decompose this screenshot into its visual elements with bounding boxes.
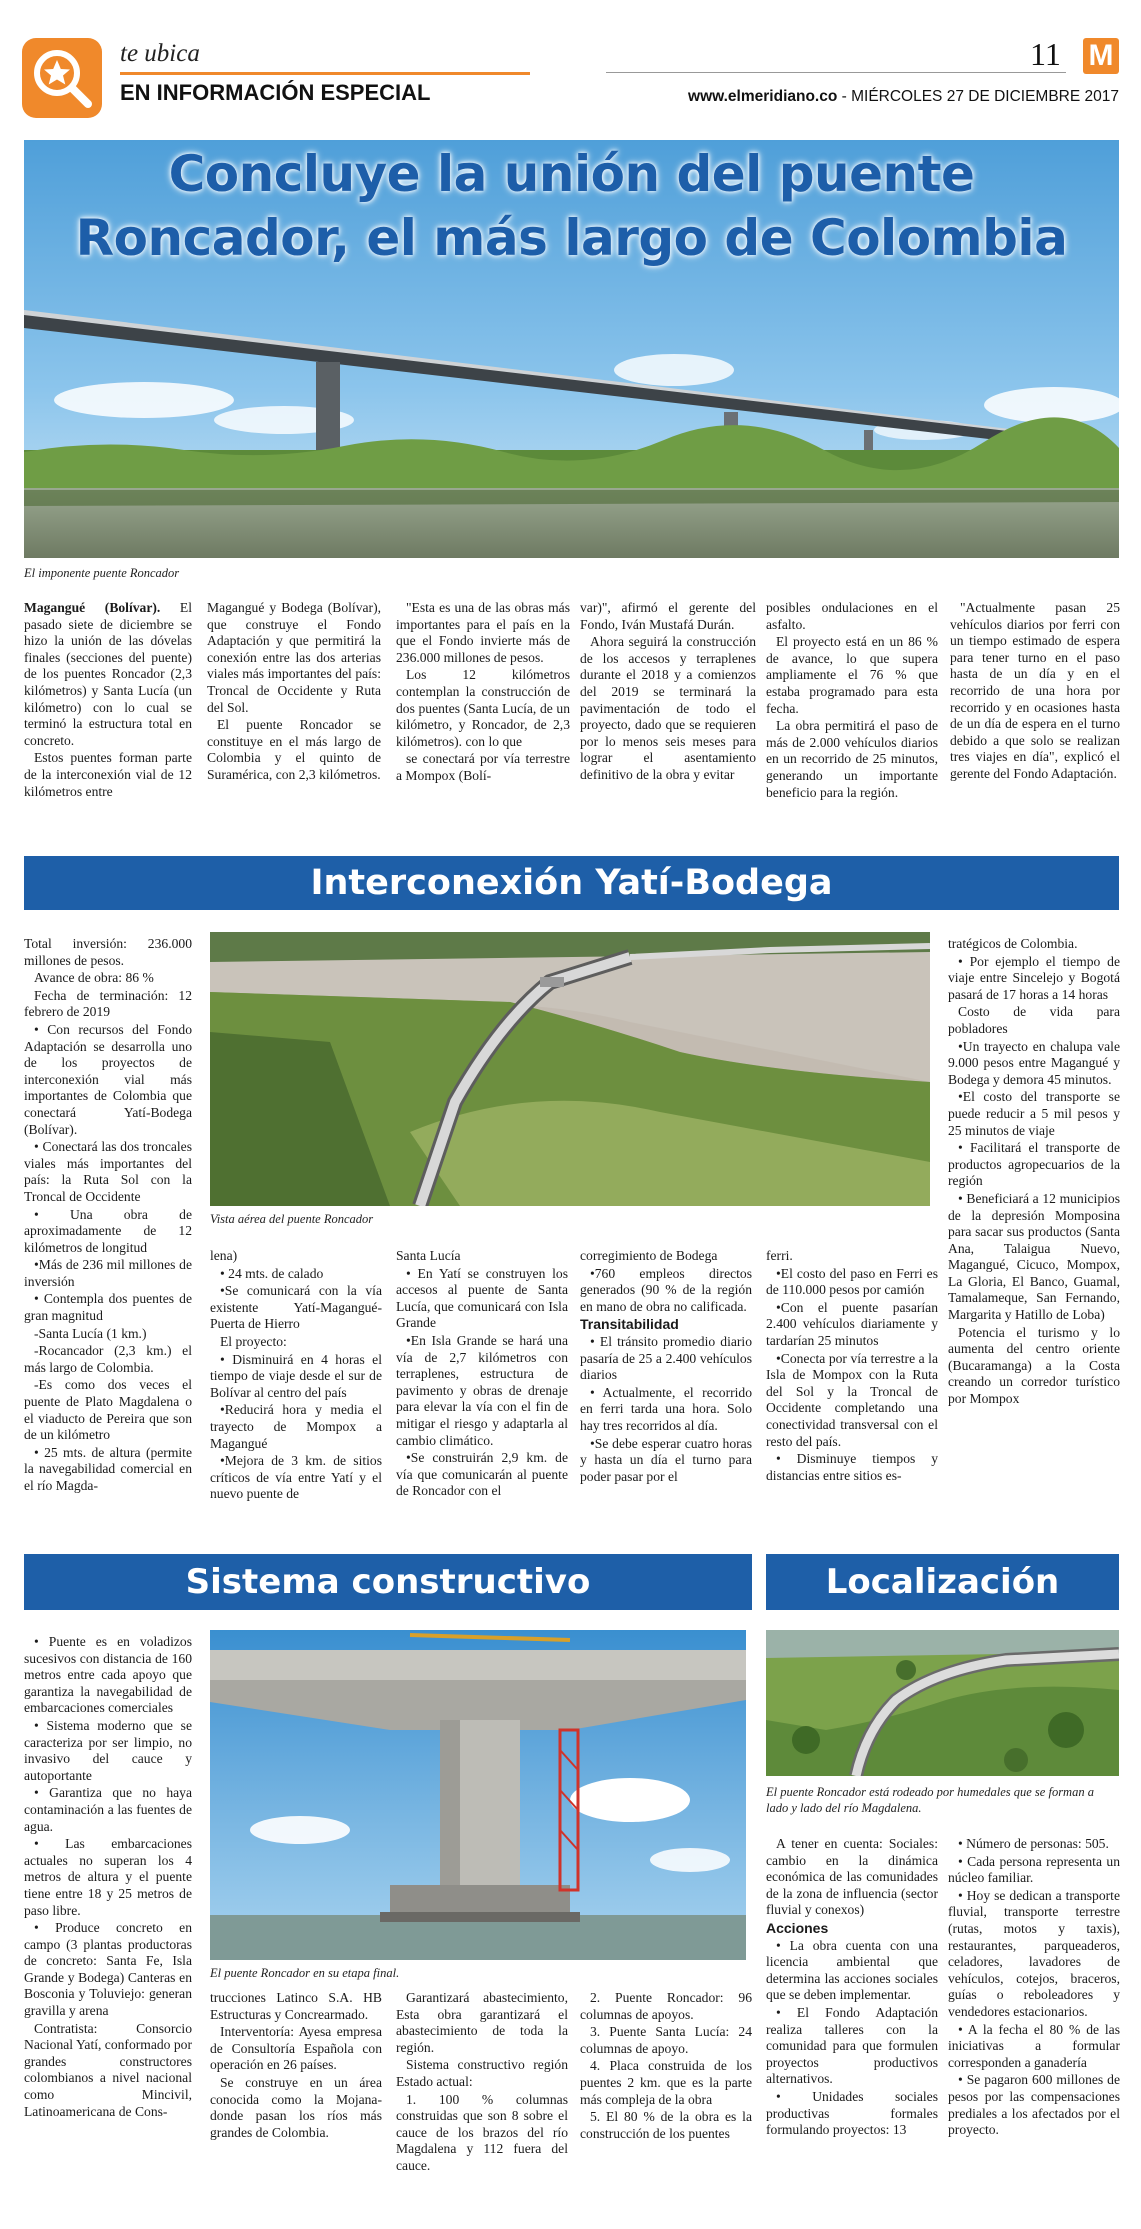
intro-col-2: Magangué y Bodega (Bolívar), que construye el Fondo Adaptación y que permitirá la conexión entre las dos arterias viales más importantes del país: Troncal de Occidente y Ruta del Sol. El puente Roncador se constituye en el más largo de Colombia y el quinto de Suramérica, con 2,3 kilómetros. (207, 600, 381, 782)
location-photo (766, 1630, 1119, 1776)
section1-left-col: Total inversión: 236.000 millones de pesos. Avance de obra: 86 % Fecha de terminación: 12 febrero de 2019 • Con recursos del Fondo Adaptación se desarrolla uno de los proyectos de interconexión vial más importantes de Colombia que conectará Yatí-Bodega (Bolívar). • Conectará las dos troncales viales más importantes del país: la Ruta Sol con la Troncal de Occidente • Una obra de aproximadamente de 12 kilómetros de longitud •Más de 236 mil millones de inversión • Contempla dos puentes de gran magnitud -Santa Lucía (1 km.) -Rocancador (2,3 km.) el más largo de Colombia. -Es como dos veces el puente de Plato Magdalena o el viaducto de Pereira que son de un kilómetro • 25 mts. de altura (permite la navegabilidad comercial en el río Magda- (24, 936, 192, 1493)
hero-caption: El imponente puente Roncador (24, 566, 180, 580)
section3-col-a: A tener en cuenta: Sociales: cambio en la dinámica económica de las comunidades de la zona de influencia (sector fluvial y conexos) Acciones • La obra cuenta con una licencia ambiental que determina las acciones sociales que se deben implementar. • El Fondo Adaptación realiza talleres con la comunidad para que formulen proyectos productivos alternativos. • Unidades sociales productivas formales formulando proyectos: 13 (766, 1836, 938, 2138)
section3-col-b: • Número de personas: 505. • Cada persona representa un núcleo familiar. • Hoy se dedican a transporte fluvial, transporte terrestre (rutas, motos y taxis), restaurantes, parqueaderos, celadores, lavadores de vehículos, cotejos, braceros, guías o reboleadores y vendedores estacionarios. • A la fecha el 80 % de las iniciativas a formular corresponden a ganadería • Se pagaron 600 millones de pesos por las compensaciones prediales a los afectados por el proyecto. (948, 1836, 1120, 2138)
section2-left-col: • Puente es en voladizos sucesivos con distancia de 160 metros entre cada apoyo que garantiza la navegabilidad de embarcaciones comerciales • Sistema moderno que se caracteriza por ser limpio, no invasivo del cauce y autoportante • Garantiza que no haya contaminación a las fuentes de agua. • Las embarcaciones actuales no superan los 4 metros de altura y el puente tiene entre 18 y 25 metros de paso libre. • Produce concreto en campo (3 plantas productoras de concreto: Santa Fe, Isla Grande y Bodega) Canteras en Bosconia y Toluviejo: generan gravilla y arena Contratista: Consorcio Nacional Yatí, conformado por grandes constructores colombianos a nivel nacional como Mincivil, Latinoamericana de Cons- (24, 1634, 192, 2119)
dateline-lead: Magangué (Bolívar). (24, 600, 161, 615)
section-band-sistema (24, 1554, 752, 1610)
construction-photo (210, 1630, 746, 1960)
location-caption: El puente Roncador está rodeado por humedales que se forman a lado y lado del río Magdalena. (766, 1785, 1094, 1815)
section-title-sistema: Sistema constructivo (185, 1562, 591, 1602)
intro-col-1 (24, 600, 192, 801)
aerial-caption: Vista aérea del puente Roncador (210, 1212, 374, 1226)
hero-title-line2: Roncador, el más largo de Colombia (75, 209, 1068, 267)
section-band-localizacion (766, 1554, 1119, 1610)
header-rule-orange (120, 72, 530, 75)
section1-col-e: ferri. •El costo del paso en Ferri es de 110.000 pesos por camión •Con el puente pasarían 2.400 vehículos diariamente y tardarían 25 minutos •Conecta por vía terrestre a la Isla de Mompox con la Ruta del Sol y la Troncal de Occidente completando una conectividad transversal con el resto del país. • Disminuye tiempos y distancias entre sitios es- (766, 1248, 938, 1483)
section2-col-b: trucciones Latinco S.A. HB Estructuras y Concrearmado. Interventoría: Ayesa empresa de Consultoría Española con operación en 26 países. Se construye en un área conocida como la Mojana-donde pasan los ríos más grandes de Colombia. (210, 1990, 382, 2140)
section-title: EN INFORMACIÓN ESPECIAL (120, 80, 431, 105)
intro-col-3: "Esta es una de las obras más importantes para el país en la que el Fondo invierte más de 236.000 millones de pesos. Los 12 kilómetros contemplan la construcción de dos puentes (Santa Lucía, de un kilómetro, y Roncador, de 2,3 kilómetros). con lo que se conectará por vía terrestre a Mompox (Bolí- (396, 600, 570, 783)
section2-col-d: 2. Puente Roncador: 96 columnas de apoyos. 3. Puente Santa Lucía: 24 columnas de apoyo. 4. Placa construida de los puentes 2 km. que es la parte más compleja de la obra 5. El 80 % de la obra es la construcción de los puentes (580, 1990, 752, 2141)
section-kicker: te ubica (120, 40, 200, 67)
intro-paragraph: Magangué (Bolívar). El pasado siete de diciembre se hizo la unión de las dóvelas finales (secciones del puente) de los puentes Roncador (2,3 kilómetros) y Santa Lucía (un kilómetro) con lo cual se terminó la estructura total en concreto. (24, 600, 192, 748)
aerial-bridge-photo (210, 932, 930, 1206)
acciones-subhead: Acciones (766, 1919, 829, 1936)
hero-title-line1: Concluye la unión del puente (168, 145, 975, 203)
section-title-interconexion: Interconexión Yatí-Bodega (310, 863, 833, 903)
section1-col-b: lena) • 24 mts. de calado •Se comunicará con la vía existente Yatí-Magangué-Puerta de Hierro El proyecto: • Disminuirá en 4 horas el tiempo de viaje desde el sur de Bolívar al centro del país •Reducirá hora y media el trayecto de Mompox a Magangué •Mejora de 3 km. de sitios críticos de vía entre Yatí y el nuevo puente de (210, 1248, 382, 1502)
newspaper-logo-letter: M (1088, 39, 1114, 72)
section-logo-icon (22, 38, 102, 118)
dateline (688, 88, 1119, 106)
page-number: 11 (1030, 36, 1061, 72)
section1-col-c: Santa Lucía • En Yatí se construyen los accesos al puente de Santa Lucía, que comunicará con Isla Grande •En Isla Grande se hará una vía de 2,7 kilómetros con terraplenes, estructura de pavimento y obras de drenaje para elevar la vía con el fin de mitigar el riesgo y adaptarla al cambio climático. •Se construirán 2,9 km. de vía que comunicarán al puente de Roncador con el (396, 1248, 568, 1499)
intro-col-6: "Actualmente pasan 25 vehículos diarios por ferri con un tiempo estimado de espera para tener turno en el paso hasta de un día y en el recorrido de una hora por recorrido y en ocasiones hasta de un día de espera en el turno debido a que solo se realizan tres viajes en día", explicó el gerente del Fondo Adaptación. (950, 600, 1120, 781)
newspaper-logo (1083, 38, 1119, 74)
section2-col-c: Garantizará abastecimiento, Esta obra garantizará el abastecimiento de toda la región. Sistema constructivo región Estado actual: 1. 100 % columnas construidas que son 8 sobre el cauce de los brazos del río Magdalena y 112 fuera del cauce. (396, 1990, 568, 2173)
construction-caption: El puente Roncador en su etapa final. (210, 1966, 400, 1980)
intro-col-5: posibles ondulaciones en el asfalto. El proyecto está en un 86 % de avance, lo que supera ampliamente el 76 % que estaba programado para esta fecha. La obra permitirá el paso de más de 2.000 vehículos diarios en un recorrido de 25 minutos, generando un importante beneficio para la región. (766, 600, 938, 800)
date: - MIÉRCOLES 27 DE DICIEMBRE 2017 (837, 88, 1119, 105)
section-band-interconexion (24, 856, 1119, 910)
section1-col-d: corregimiento de Bodega •760 empleos directos generados (90 % de la región en mano de obra no calificada. Transitabilidad • El tránsito promedio diario pasaría de 25 a 2.400 vehículos diarios • Actualmente, el recorrido en ferri tarda una hora. Solo hay tres recorridos al día. •Se debe esperar cuatro horas y hasta un día el turno para poder pasar por el (580, 1248, 752, 1484)
section1-right-col: tratégicos de Colombia. • Por ejemplo el tiempo de viaje entre Sincelejo y Bogotá pasará de 17 horas a 14 horas Costo de vida para pobladores •Un trayecto en chalupa vale 9.000 pesos entre Magangué y Bodega y demora 45 minutos. •El costo del transporte se puede reducir a 5 mil pesos y 25 minutos de viaje • Facilitará el transporte de productos agropecuarios de la región • Beneficiará a 12 municipios de la depresión Momposina para sacar sus productos (Santa Ana, Talaigua Nuevo, Magangué, Cicuco, Mompox, La Gloria, El Banco, Guamal, Tamalameque, San Fernando, Margarita y Hatillo de Loba) Potencia el turismo y lo aumenta del centro oriente (Bucaramanga) a la Costa creando un corredor turístico por Mompox (948, 936, 1120, 1407)
intro-col-4: var)", afirmó el gerente del Fondo, Iván Mustafá Durán. Ahora seguirá la construcción de los accesos y terraplenes durante el 2018 y a comienzos del 2019 se terminará la pavimentación de todo el proyecto, dado que se requieren por lo menos seis meses para lograr el asentamiento definitivo de la obra y evitar (580, 600, 756, 782)
website[interactable]: www.elmeridiano.co (688, 88, 838, 105)
intro-paragraph: Estos puentes forman parte de la interconexión vial de 12 kilómetros entre (24, 750, 192, 799)
hero-title (24, 142, 1119, 270)
transitabilidad-subhead: Transitabilidad (580, 1316, 679, 1333)
header-rule-right (606, 72, 1066, 73)
section-title-localizacion: Localización (825, 1562, 1060, 1602)
